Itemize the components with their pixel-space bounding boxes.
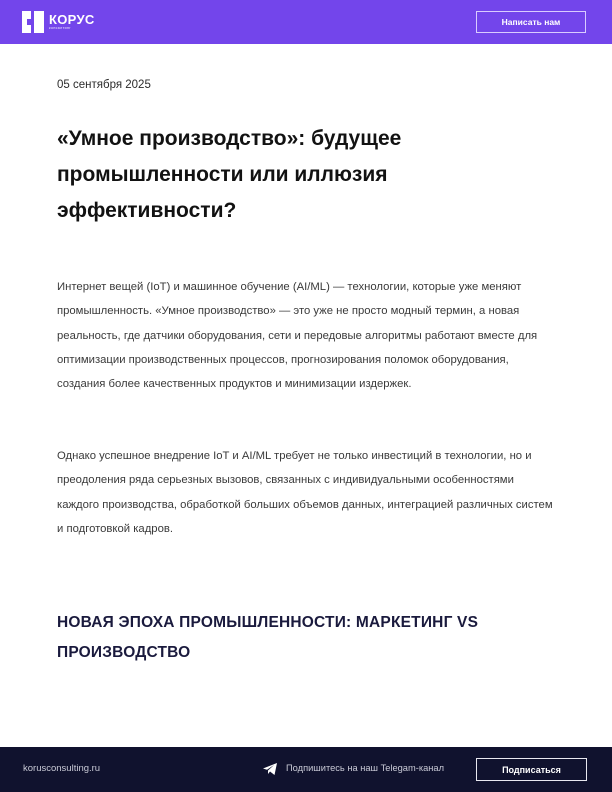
logo-name: КОРУС	[49, 12, 95, 27]
article-title: «Умное производство»: будущее промышленности или иллюзия эффективности?	[57, 127, 402, 222]
article-paragraph: Однако успешное внедрение IoT и AI/ML требует не только инвестиций в технологии, но и преодоления ряда серьезных вызовов, связанных с индивидуальными особенностями каждого производства, обработкой больших объемов данных, интеграцией различных систем и подготовкой кадров.	[57, 450, 553, 535]
telegram-icon	[262, 762, 278, 776]
subscribe-button[interactable]: Подписаться	[476, 758, 587, 781]
telegram-subscribe-text[interactable]: Подпишитесь на наш Telegam-канал	[286, 763, 444, 773]
logo-subtitle: консалтинг	[49, 26, 71, 30]
korus-logo-icon	[22, 11, 44, 33]
article-date: 05 сентября 2025	[57, 79, 151, 91]
site-link[interactable]: korusconsulting.ru	[23, 763, 101, 774]
article-paragraph: Интернет вещей (IoT) и машинное обучение (AI/ML) — технологии, которые уже меняют промышленность. «Умное производство» — это уже не просто модный термин, а новая реальность, где датчики оборудования, сети и передовые алгоритмы работают вместе для оптимизации производственных процессов, прогнозирования поломок оборудования, создания более качественных продуктов и минимизации издержек.	[57, 281, 538, 391]
section-heading: НОВАЯ ЭПОХА ПРОМЫШЛЕННОСТИ: МАРКЕТИНГ VS ПРОИЗВОДСТВО	[57, 614, 479, 661]
logo[interactable]	[22, 11, 95, 33]
write-us-button[interactable]: Написать нам	[476, 11, 586, 33]
header	[0, 0, 612, 44]
